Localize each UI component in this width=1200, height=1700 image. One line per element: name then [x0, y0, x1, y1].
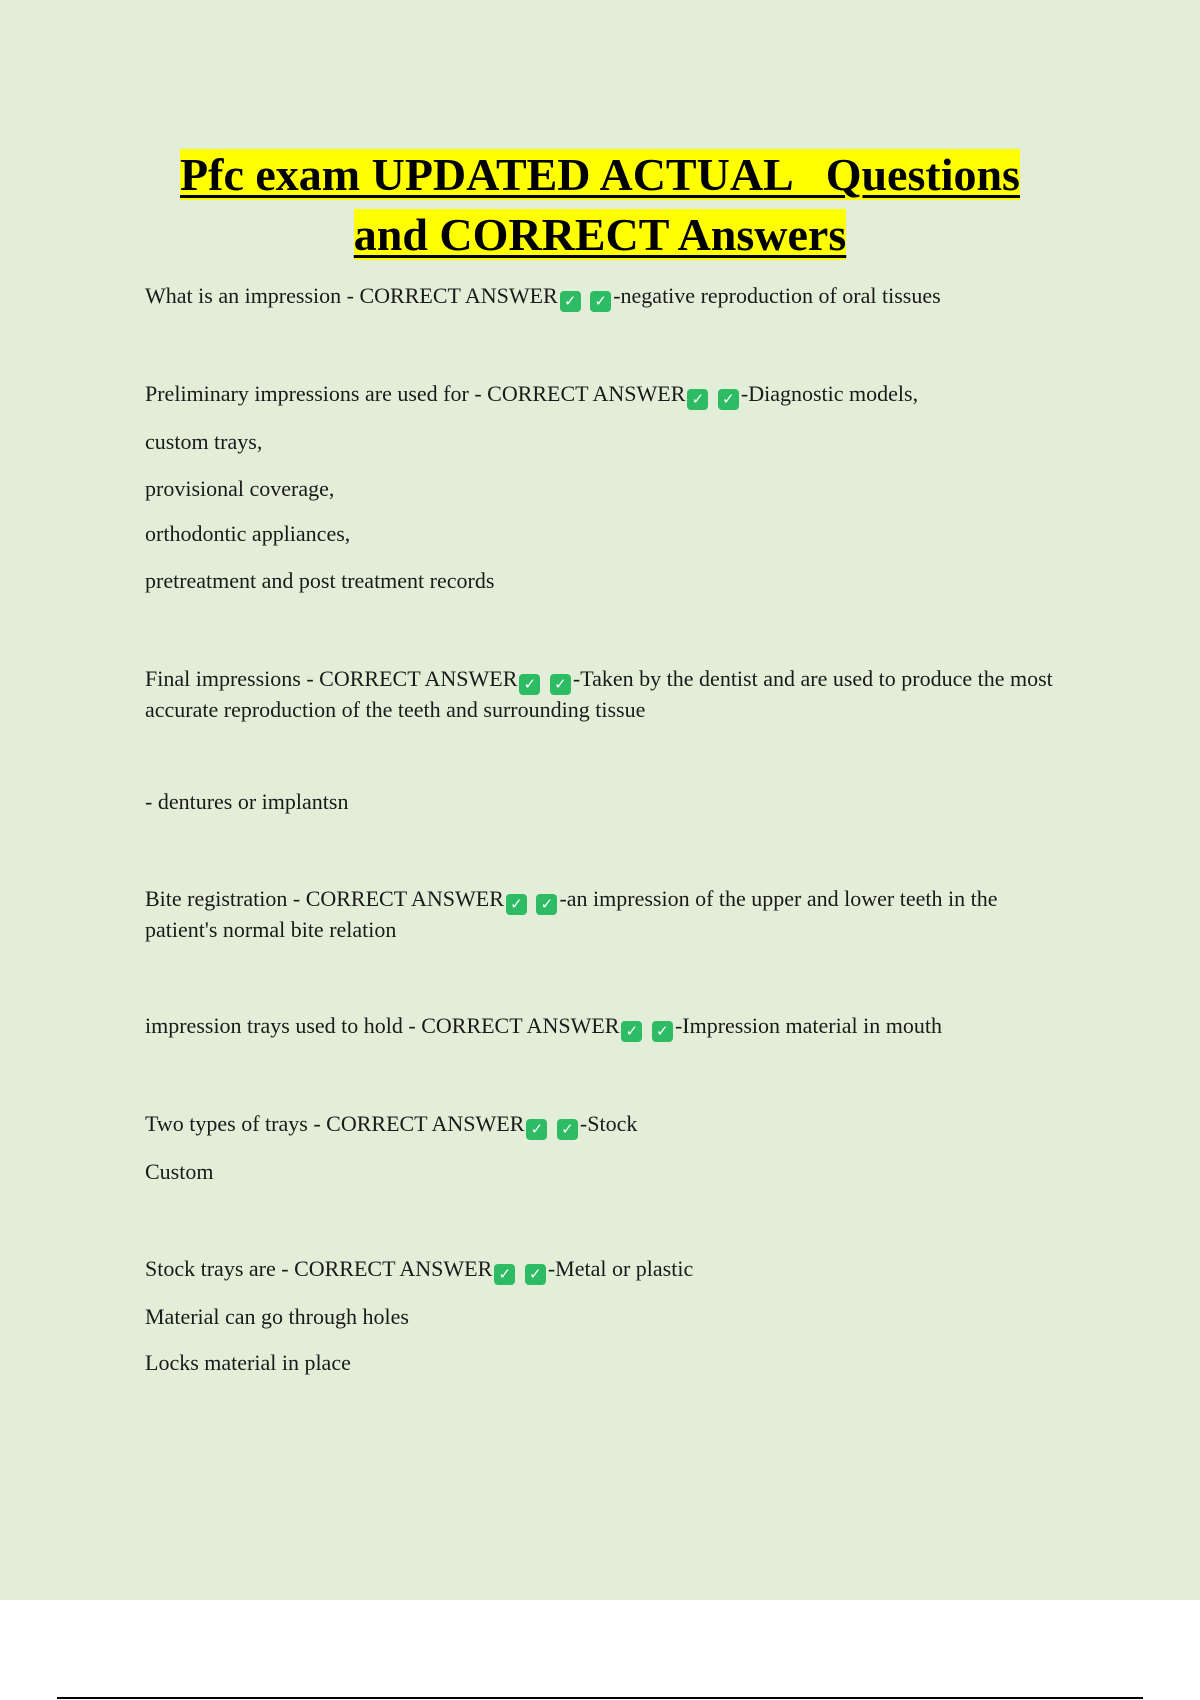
answer-text: -Metal or plastic: [547, 1256, 694, 1281]
green-check-box-icon: ✓: [506, 894, 527, 915]
answer-text: -Stock: [579, 1111, 638, 1136]
qa-item: [145, 664, 1070, 725]
answer-continuation: provisional coverage,: [145, 476, 335, 501]
answer-text: -an impression of the upper and lower teeth in the patient's normal bite relation: [145, 886, 998, 942]
answer-continuation: Material can go through holes: [145, 1304, 409, 1329]
green-check-box-icon: ✓: [652, 1021, 673, 1042]
answer-text: -negative reproduction of oral tissues: [613, 283, 941, 308]
green-check-box-icon: ✓: [557, 1119, 578, 1140]
answer-continuation: orthodontic appliances,: [145, 521, 351, 546]
correct-answer-marker: CORRECT ANSWER: [487, 381, 686, 406]
correct-answer-marker: CORRECT ANSWER: [326, 1111, 525, 1136]
answer-continuation: pretreatment and post treatment records: [145, 568, 495, 593]
green-check-box-icon: ✓: [590, 291, 611, 312]
qa-item: [145, 379, 1070, 596]
green-check-box-icon: ✓: [718, 389, 739, 410]
correct-answer-marker: CORRECT ANSWER: [359, 283, 558, 308]
answer-text: -Taken by the dentist and are used to produce the most accurate reproduction of the teeth and surrounding tissue: [145, 666, 1053, 722]
question-text: Two types of trays -: [145, 1111, 327, 1136]
title-line-2: and CORRECT Answers: [353, 209, 847, 260]
title-line-1: Pfc exam UPDATED ACTUAL Questions: [180, 149, 1020, 200]
qa-item: [145, 1254, 1070, 1378]
qa-item: [145, 1011, 1070, 1042]
correct-answer-marker: CORRECT ANSWER: [294, 1256, 493, 1281]
green-check-box-icon: ✓: [560, 291, 581, 312]
answer-text: -Diagnostic models,: [740, 381, 919, 406]
question-text: impression trays used to hold -: [145, 1013, 422, 1038]
correct-answer-marker: CORRECT ANSWER: [421, 1013, 620, 1038]
green-check-box-icon: ✓: [687, 389, 708, 410]
question-text: What is an impression -: [145, 283, 360, 308]
qa-list: [145, 281, 1070, 1378]
footer-divider: [57, 1697, 1143, 1699]
green-check-box-icon: ✓: [536, 894, 557, 915]
document-title: [0, 145, 1200, 265]
answer-continuation: Custom: [145, 1159, 214, 1184]
qa-item: [145, 281, 1070, 312]
correct-answer-marker: CORRECT ANSWER: [305, 886, 504, 911]
answer-continuation: custom trays,: [145, 429, 263, 454]
answer-note: [145, 787, 1070, 817]
answer-text: -Impression material in mouth: [674, 1013, 942, 1038]
question-text: Final impressions -: [145, 666, 320, 691]
green-check-box-icon: ✓: [621, 1021, 642, 1042]
question-text: Bite registration -: [145, 886, 306, 911]
green-check-box-icon: ✓: [519, 674, 540, 695]
correct-answer-marker: CORRECT ANSWER: [319, 666, 518, 691]
answer-continuation: Locks material in place: [145, 1350, 351, 1375]
question-text: Preliminary impressions are used for -: [145, 381, 488, 406]
question-text: Stock trays are -: [145, 1256, 295, 1281]
qa-item: [145, 884, 1070, 945]
green-check-box-icon: ✓: [550, 674, 571, 695]
green-check-box-icon: ✓: [494, 1264, 515, 1285]
note-text: - dentures or implantsn: [145, 789, 349, 814]
qa-item: [145, 1109, 1070, 1187]
green-check-box-icon: ✓: [526, 1119, 547, 1140]
green-check-box-icon: ✓: [525, 1264, 546, 1285]
